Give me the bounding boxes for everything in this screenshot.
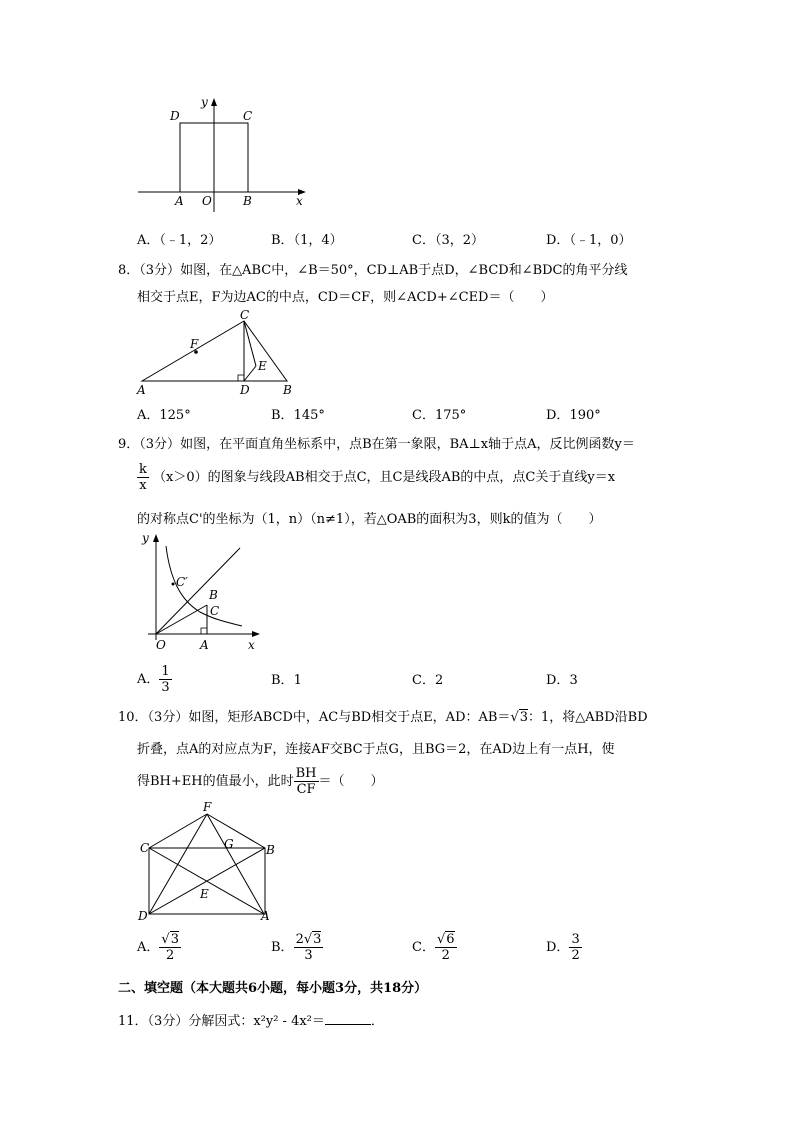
q7-option-d[interactable]: D．（﹣1，0） bbox=[546, 233, 632, 248]
q7-label-d: D bbox=[170, 109, 180, 123]
q8-label-d: D bbox=[240, 383, 250, 397]
q7-label-x: x bbox=[296, 194, 303, 208]
q10-option-d[interactable]: D． $\frac{3}{2}$ bbox=[546, 932, 580, 963]
q10-label-a: A bbox=[261, 909, 270, 923]
q7-label-a: A bbox=[175, 194, 184, 208]
q8-label-b: B bbox=[283, 383, 292, 397]
q8-label-c: C bbox=[240, 310, 250, 322]
q9-line2: $\frac{k}{x}$ （x＞0）的图象与线段AB相交于点C，且C是线段AB的中点，点C关于直线y＝x bbox=[139, 462, 616, 493]
q8-option-a[interactable]: A．125° bbox=[137, 408, 191, 423]
q9-option-d[interactable]: D．3 bbox=[546, 673, 578, 688]
q9-fraction-k-over-x: $\frac{k}{x}$ bbox=[139, 462, 147, 493]
q10-figure bbox=[130, 800, 285, 928]
q9-segment-ob bbox=[156, 605, 207, 634]
q11-line: 11．（3分）分解因式：x²y² - 4x²＝ ． bbox=[118, 1014, 384, 1029]
q10-label-b: B bbox=[266, 843, 275, 857]
q10-fraction-bh-cf: $\frac{BH}{CF}$ bbox=[295, 766, 317, 797]
q9-right-angle-mark bbox=[201, 628, 207, 634]
q9-point-cprime bbox=[172, 583, 175, 586]
q8-bisector-de bbox=[244, 366, 256, 381]
q8-option-b[interactable]: B．145° bbox=[271, 408, 325, 423]
q8-label-f: F bbox=[190, 337, 199, 351]
q7-label-b: B bbox=[243, 194, 252, 208]
q10-option-b[interactable]: B． $\frac{2√3}{3}$ bbox=[271, 932, 322, 963]
q11-answer-blank[interactable] bbox=[325, 1012, 371, 1025]
q8-figure bbox=[130, 310, 305, 400]
q10-segment-fd bbox=[149, 814, 207, 914]
section-heading: 二、填空题（本大题共6小题，每小题3分，共18分） bbox=[118, 981, 428, 996]
q7-figure bbox=[130, 92, 320, 217]
q7-y-arrow bbox=[211, 98, 217, 106]
q10-segment-cf bbox=[149, 814, 207, 848]
q8-line2: 相交于点E，F为边AC的中点，CD＝CF，则∠ACD+∠CED＝（ ） bbox=[137, 290, 554, 305]
q9-option-a[interactable]: A． $\frac{1}{3}$ bbox=[137, 664, 170, 695]
q10-label-f: F bbox=[203, 800, 212, 814]
q9-label-a: A bbox=[200, 638, 209, 652]
q7-option-c[interactable]: C．（3，2） bbox=[412, 233, 484, 248]
q9-y-arrow bbox=[153, 534, 159, 542]
q8-line1: 8．（3分）如图，在△ABC中，∠B＝50°，CD⊥AB于点D，∠BCD和∠BDC的角平分线 bbox=[118, 263, 628, 278]
q9-option-c[interactable]: C．2 bbox=[412, 673, 444, 688]
q8-options bbox=[137, 404, 677, 426]
q10-option-a[interactable]: A． $\frac{√3}{2}$ bbox=[137, 932, 179, 963]
q10-label-d: D bbox=[138, 909, 148, 923]
q7-options bbox=[137, 229, 677, 251]
q9-label-c: C bbox=[210, 604, 220, 618]
q10-segment-af bbox=[207, 814, 264, 914]
q9-label-o: O bbox=[156, 638, 166, 652]
q9-option-b[interactable]: B．1 bbox=[271, 673, 302, 688]
q10-line3: 得BH+EH的值最小，此时 $\frac{BH}{CF}$ ＝（ ） bbox=[137, 766, 384, 797]
q8-stem bbox=[118, 257, 678, 311]
q9-label-y: y bbox=[142, 531, 149, 545]
q8-label-a: A bbox=[137, 383, 146, 397]
q8-bisector-ce bbox=[244, 321, 256, 366]
q7-option-b[interactable]: B．（1，4） bbox=[271, 233, 343, 248]
q7-label-y: y bbox=[201, 95, 208, 109]
q9-figure bbox=[130, 528, 270, 656]
q7-label-c: C bbox=[243, 109, 253, 123]
q9-label-cprime: C′ bbox=[176, 575, 188, 589]
q10-segment-fb bbox=[207, 814, 265, 848]
q8-right-angle-mark bbox=[238, 375, 244, 381]
q8-option-d[interactable]: D．190° bbox=[546, 408, 601, 423]
q7-option-a[interactable]: A．（﹣1，2） bbox=[137, 233, 222, 248]
q10-label-g: G bbox=[224, 837, 234, 851]
q10-line1: 10．（3分）如图，矩形ABCD中，AC与BD相交于点E，AD：AB＝√3：1，将△ABD沿BD bbox=[118, 710, 648, 725]
q7-label-o: O bbox=[202, 194, 212, 208]
q9-line1: 9．（3分）如图，在平面直角坐标系中，点B在第一象限，BA⊥x轴于点A，反比例函数y＝ bbox=[118, 437, 635, 452]
q10-options bbox=[137, 932, 677, 966]
q9-label-x: x bbox=[248, 638, 255, 652]
q10-line2: 折叠，点A的对应点为F，连接AF交BC于点G，且BG＝2，在AD边上有一点H，使 bbox=[137, 742, 615, 757]
q9-options bbox=[137, 664, 677, 694]
q9-x-arrow bbox=[252, 631, 260, 637]
q10-label-c: C bbox=[140, 841, 150, 855]
q8-label-e: E bbox=[258, 359, 267, 373]
q9-line3: 的对称点C'的坐标为（1，n）（n≠1），若△OAB的面积为3，则k的值为（ ） bbox=[137, 512, 602, 527]
q10-option-c[interactable]: C． $\frac{√6}{2}$ bbox=[412, 932, 455, 963]
q10-label-e: E bbox=[200, 887, 209, 901]
q8-option-c[interactable]: C．175° bbox=[412, 408, 467, 423]
q9-label-b: B bbox=[209, 588, 218, 602]
